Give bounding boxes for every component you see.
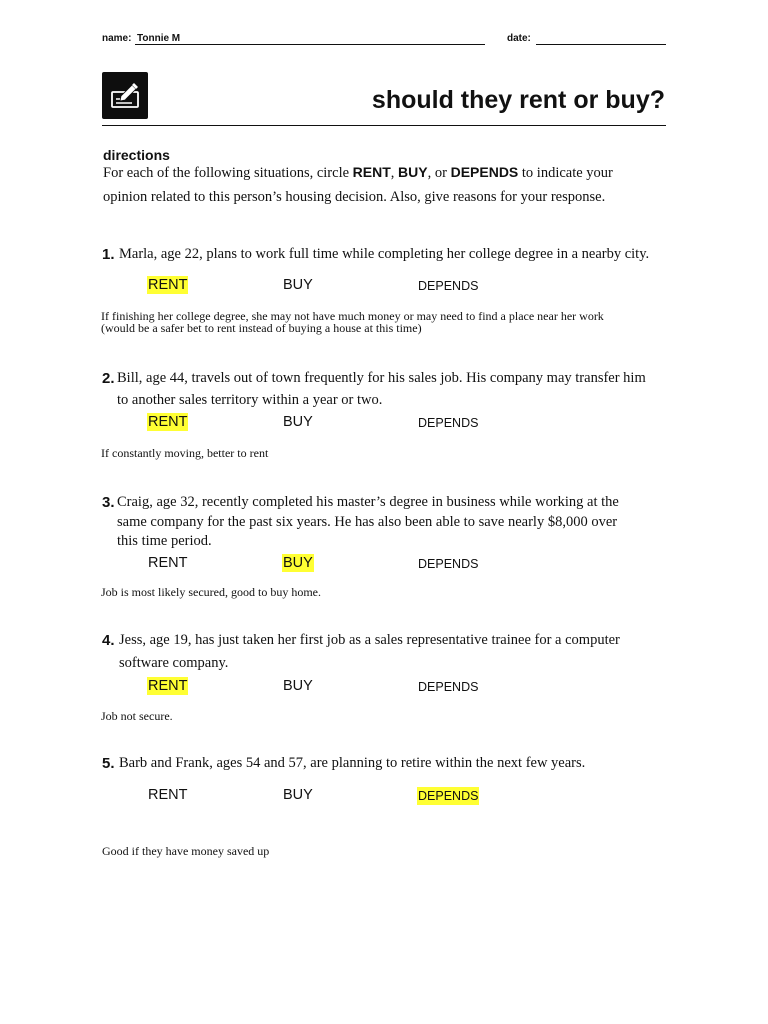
directions-sep-1: , bbox=[390, 165, 399, 181]
question-2-answer: If constantly moving, better to rent bbox=[101, 446, 269, 460]
directions-depends: DEPENDS bbox=[450, 164, 519, 180]
question-3-number: 3. bbox=[102, 494, 115, 511]
question-1-answer-line-2: (would be a safer bet to rent instead of buying a house at this time) bbox=[101, 321, 422, 335]
question-2-number: 2. bbox=[102, 370, 115, 387]
directions-text-start: For each of the following situations, circle bbox=[103, 165, 353, 181]
question-5-rent-option[interactable]: RENT bbox=[148, 787, 188, 803]
page-title: should they rent or buy? bbox=[371, 86, 665, 114]
question-3-answer: Job is most likely secured, good to buy home. bbox=[101, 585, 321, 599]
question-5-text: Barb and Frank, ages 54 and 57, are planning to retire within the next few years. bbox=[119, 755, 586, 771]
pencil-writing-icon bbox=[102, 72, 148, 119]
directions-buy: BUY bbox=[398, 164, 428, 180]
question-2-rent-option[interactable]: RENT bbox=[148, 414, 188, 430]
question-4-depends-option[interactable]: DEPENDS bbox=[418, 680, 479, 694]
question-4-number: 4. bbox=[102, 632, 115, 649]
question-3-depends-option[interactable]: DEPENDS bbox=[418, 557, 479, 571]
date-label: date: bbox=[507, 33, 531, 44]
question-1-rent-option[interactable]: RENT bbox=[148, 277, 188, 293]
directions-text-line-2: opinion related to this person’s housing decision. Also, give reasons for your response. bbox=[103, 189, 606, 205]
question-2-text-line-2: to another sales territory within a year or two. bbox=[117, 392, 383, 408]
question-4-text-line-1: Jess, age 19, has just taken her first job as a sales representative trainee for a computer bbox=[119, 632, 620, 648]
question-4-answer: Job not secure. bbox=[101, 709, 173, 723]
question-3-text-line-3: this time period. bbox=[117, 533, 212, 549]
question-1-number: 1. bbox=[102, 246, 115, 263]
question-2-text-line-1: Bill, age 44, travels out of town frequently for his sales job. His company may transfer him bbox=[117, 370, 646, 386]
question-2-buy-option[interactable]: BUY bbox=[283, 414, 313, 430]
question-1-text: Marla, age 22, plans to work full time while completing her college degree in a nearby city. bbox=[119, 246, 650, 262]
question-2-depends-option[interactable]: DEPENDS bbox=[418, 416, 479, 430]
question-3-rent-option[interactable]: RENT bbox=[148, 555, 188, 571]
question-3-text-line-2: same company for the past six years. He has also been able to save nearly $8,000 over bbox=[117, 514, 618, 530]
directions-sep-2: , or bbox=[427, 165, 451, 181]
directions-rent: RENT bbox=[352, 164, 391, 180]
question-4-buy-option[interactable]: BUY bbox=[283, 678, 313, 694]
question-1-depends-option[interactable]: DEPENDS bbox=[418, 279, 479, 293]
question-5-depends-option[interactable]: DEPENDS bbox=[418, 789, 479, 803]
name-value[interactable]: Tonnie M bbox=[137, 33, 181, 44]
name-line bbox=[135, 44, 485, 45]
directions-heading: directions bbox=[103, 147, 170, 163]
date-line bbox=[536, 44, 666, 45]
question-5-number: 5. bbox=[102, 755, 115, 772]
directions-text bbox=[103, 160, 613, 186]
question-1-answer-line-1: If finishing her college degree, she may not have much money or may need to find a place near her work bbox=[101, 309, 604, 323]
question-3-buy-option[interactable]: BUY bbox=[283, 555, 313, 571]
question-5-buy-option[interactable]: BUY bbox=[283, 787, 313, 803]
name-label: name: bbox=[102, 33, 132, 44]
directions-text-end: to indicate your bbox=[518, 165, 613, 181]
title-rule bbox=[102, 125, 666, 126]
question-1-buy-option[interactable]: BUY bbox=[283, 277, 313, 293]
question-3-text-line-1: Craig, age 32, recently completed his master’s degree in business while working at the bbox=[117, 494, 619, 510]
question-4-text-line-2: software company. bbox=[119, 655, 229, 671]
question-5-answer: Good if they have money saved up bbox=[102, 844, 270, 858]
question-4-rent-option[interactable]: RENT bbox=[148, 678, 188, 694]
